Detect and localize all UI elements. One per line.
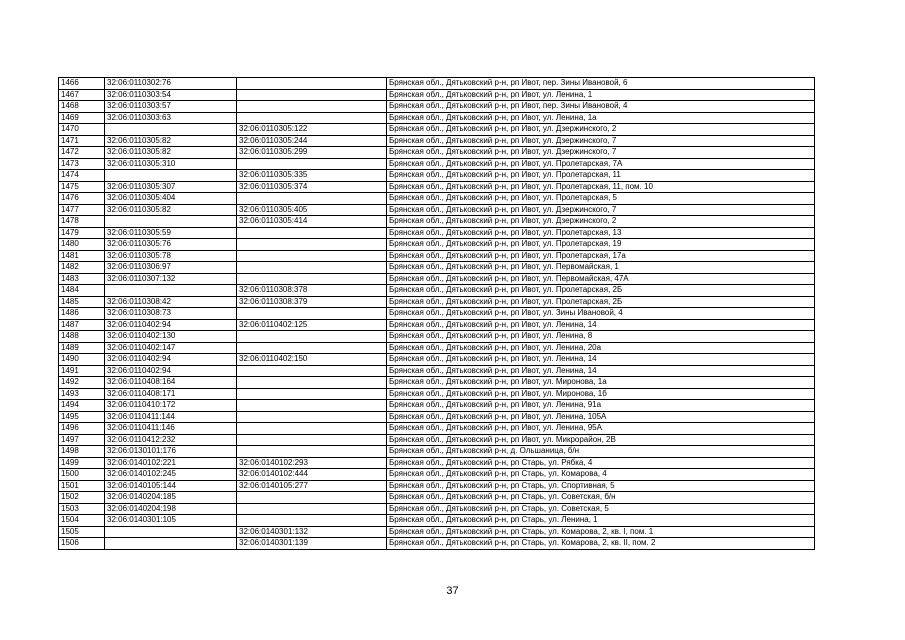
address-cell: Брянская обл., Дятьковский р-н, рп Ивот, ул. Ленина, 95А (387, 423, 815, 435)
object-cadastral-number-cell: 32:06:0140301:132 (237, 526, 387, 538)
object-cadastral-number-cell: 32:06:0110305:122 (237, 124, 387, 136)
object-cadastral-number-cell (237, 308, 387, 320)
table-row (59, 170, 815, 182)
address-cell: Брянская обл., Дятьковский р-н, рп Ивот, ул. Дзержинского, 7 (387, 204, 815, 216)
parcel-cadastral-number-cell: 32:06:0110303:63 (105, 112, 237, 124)
table-row (59, 480, 815, 492)
object-cadastral-number-cell (237, 78, 387, 90)
registry-table-grid (58, 77, 815, 550)
row-number-cell: 1491 (59, 365, 105, 377)
object-cadastral-number-cell (237, 239, 387, 251)
parcel-cadastral-number-cell: 32:06:0110305:59 (105, 227, 237, 239)
parcel-cadastral-number-cell: 32:06:0110305:82 (105, 204, 237, 216)
address-cell: Брянская обл., Дятьковский р-н, рп Ивот, ул. Ленина, 1 (387, 89, 815, 101)
row-number-cell: 1485 (59, 296, 105, 308)
table-row (59, 400, 815, 412)
parcel-cadastral-number-cell: 32:06:0110307:132 (105, 273, 237, 285)
table-row (59, 365, 815, 377)
object-cadastral-number-cell (237, 365, 387, 377)
row-number-cell: 1493 (59, 388, 105, 400)
table-row (59, 377, 815, 389)
row-number-cell: 1501 (59, 480, 105, 492)
table-row (59, 411, 815, 423)
address-cell: Брянская обл., Дятьковский р-н, рп Ивот, ул. Пролетарская, 7А (387, 158, 815, 170)
object-cadastral-number-cell (237, 492, 387, 504)
object-cadastral-number-cell (237, 112, 387, 124)
table-row (59, 147, 815, 159)
object-cadastral-number-cell (237, 423, 387, 435)
table-row (59, 515, 815, 527)
row-number-cell: 1486 (59, 308, 105, 320)
row-number-cell: 1497 (59, 434, 105, 446)
address-cell: Брянская обл., Дятьковский р-н, рп Ивот, ул. Дзержинского, 2 (387, 124, 815, 136)
object-cadastral-number-cell: 32:06:0110305:335 (237, 170, 387, 182)
address-cell: Брянская обл., Дятьковский р-н, рп Старь, ул. Комарова, 4 (387, 469, 815, 481)
row-number-cell: 1472 (59, 147, 105, 159)
row-number-cell: 1474 (59, 170, 105, 182)
table-row (59, 158, 815, 170)
address-cell: Брянская обл., Дятьковский р-н, рп Старь, ул. Советская, б/н (387, 492, 815, 504)
table-row (59, 354, 815, 366)
table-row (59, 457, 815, 469)
object-cadastral-number-cell (237, 331, 387, 343)
parcel-cadastral-number-cell: 32:06:0140102:221 (105, 457, 237, 469)
row-number-cell: 1471 (59, 135, 105, 147)
table-row (59, 78, 815, 90)
table-row (59, 193, 815, 205)
address-cell: Брянская обл., Дятьковский р-н, рп Ивот, ул. Ленина, 14 (387, 319, 815, 331)
parcel-cadastral-number-cell: 32:06:0110402:147 (105, 342, 237, 354)
table-row (59, 227, 815, 239)
page-number: 37 (446, 585, 459, 597)
row-number-cell: 1467 (59, 89, 105, 101)
object-cadastral-number-cell (237, 89, 387, 101)
object-cadastral-number-cell (237, 250, 387, 262)
parcel-cadastral-number-cell: 32:06:0110408:171 (105, 388, 237, 400)
row-number-cell: 1503 (59, 503, 105, 515)
row-number-cell: 1470 (59, 124, 105, 136)
table-row (59, 296, 815, 308)
row-number-cell: 1480 (59, 239, 105, 251)
parcel-cadastral-number-cell: 32:06:0110411:146 (105, 423, 237, 435)
table-row (59, 124, 815, 136)
parcel-cadastral-number-cell: 32:06:0140301:105 (105, 515, 237, 527)
row-number-cell: 1504 (59, 515, 105, 527)
parcel-cadastral-number-cell: 32:06:0110305:310 (105, 158, 237, 170)
row-number-cell: 1502 (59, 492, 105, 504)
object-cadastral-number-cell (237, 434, 387, 446)
row-number-cell: 1483 (59, 273, 105, 285)
row-number-cell: 1488 (59, 331, 105, 343)
parcel-cadastral-number-cell: 32:06:0110305:76 (105, 239, 237, 251)
address-cell: Брянская обл., Дятьковский р-н, рп Ивот, ул. Ленина, 8 (387, 331, 815, 343)
table-row (59, 492, 815, 504)
table-row (59, 181, 815, 193)
address-cell: Брянская обл., Дятьковский р-н, рп Ивот, ул. Первомайская, 47А (387, 273, 815, 285)
parcel-cadastral-number-cell: 32:06:0140204:185 (105, 492, 237, 504)
parcel-cadastral-number-cell: 32:06:0110305:307 (105, 181, 237, 193)
address-cell: Брянская обл., Дятьковский р-н, рп Ивот, ул. Пролетарская, 13 (387, 227, 815, 239)
table-row (59, 469, 815, 481)
parcel-cadastral-number-cell: 32:06:0110402:94 (105, 354, 237, 366)
address-cell: Брянская обл., Дятьковский р-н, рп Ивот, пер. Зины Ивановой, 6 (387, 78, 815, 90)
address-cell: Брянская обл., Дятьковский р-н, рп Ивот, ул. Ленина, 20а (387, 342, 815, 354)
object-cadastral-number-cell: 32:06:0140102:293 (237, 457, 387, 469)
table-row (59, 388, 815, 400)
table-row (59, 423, 815, 435)
object-cadastral-number-cell: 32:06:0110305:414 (237, 216, 387, 228)
row-number-cell: 1479 (59, 227, 105, 239)
object-cadastral-number-cell: 32:06:0140301:139 (237, 538, 387, 550)
parcel-cadastral-number-cell (105, 124, 237, 136)
address-cell: Брянская обл., Дятьковский р-н, рп Ивот, ул. Пролетарская, 5 (387, 193, 815, 205)
table-row (59, 204, 815, 216)
object-cadastral-number-cell: 32:06:0140102:444 (237, 469, 387, 481)
address-cell: Брянская обл., Дятьковский р-н, рп Ивот, ул. Пролетарская, 2Б (387, 285, 815, 297)
table-row (59, 319, 815, 331)
row-number-cell: 1492 (59, 377, 105, 389)
object-cadastral-number-cell (237, 158, 387, 170)
object-cadastral-number-cell (237, 388, 387, 400)
object-cadastral-number-cell (237, 227, 387, 239)
address-cell: Брянская обл., Дятьковский р-н, рп Ивот, ул. Миронова, 1а (387, 377, 815, 389)
table-row (59, 262, 815, 274)
registry-table-body (59, 78, 815, 550)
table-row (59, 135, 815, 147)
address-cell: Брянская обл., Дятьковский р-н, рп Ивот, ул. Зины Ивановой, 4 (387, 308, 815, 320)
parcel-cadastral-number-cell: 32:06:0110303:54 (105, 89, 237, 101)
object-cadastral-number-cell (237, 262, 387, 274)
parcel-cadastral-number-cell: 32:06:0110302:76 (105, 78, 237, 90)
address-cell: Брянская обл., Дятьковский р-н, рп Ивот, ул. Ленина, 14 (387, 365, 815, 377)
parcel-cadastral-number-cell (105, 538, 237, 550)
row-number-cell: 1496 (59, 423, 105, 435)
address-cell: Брянская обл., Дятьковский р-н, рп Старь, ул. Комарова, 2, кв. II, пом. 2 (387, 538, 815, 550)
row-number-cell: 1490 (59, 354, 105, 366)
address-cell: Брянская обл., Дятьковский р-н, рп Ивот, ул. Первомайская, 1 (387, 262, 815, 274)
table-row (59, 101, 815, 113)
object-cadastral-number-cell (237, 446, 387, 458)
address-cell: Брянская обл., Дятьковский р-н, рп Ивот, ул. Ленина, 105А (387, 411, 815, 423)
parcel-cadastral-number-cell (105, 285, 237, 297)
parcel-cadastral-number-cell: 32:06:0110402:130 (105, 331, 237, 343)
address-cell: Брянская обл., Дятьковский р-н, рп Ивот, ул. Дзержинского, 7 (387, 135, 815, 147)
object-cadastral-number-cell (237, 193, 387, 205)
table-row (59, 538, 815, 550)
address-cell: Брянская обл., Дятьковский р-н, рп Ивот, ул. Пролетарская, 11 (387, 170, 815, 182)
address-cell: Брянская обл., Дятьковский р-н, рп Ивот, ул. Пролетарская, 11, пом. 10 (387, 181, 815, 193)
row-number-cell: 1478 (59, 216, 105, 228)
parcel-cadastral-number-cell: 32:06:0140102:245 (105, 469, 237, 481)
parcel-cadastral-number-cell: 32:06:0110412:232 (105, 434, 237, 446)
address-cell: Брянская обл., Дятьковский р-н, рп Ивот, ул. Дзержинского, 7 (387, 147, 815, 159)
parcel-cadastral-number-cell: 32:06:0110402:94 (105, 365, 237, 377)
parcel-cadastral-number-cell: 32:06:0110306:97 (105, 262, 237, 274)
address-cell: Брянская обл., Дятьковский р-н, рп Ивот, ул. Миронова, 1б (387, 388, 815, 400)
table-row (59, 250, 815, 262)
parcel-cadastral-number-cell (105, 526, 237, 538)
table-row (59, 273, 815, 285)
object-cadastral-number-cell (237, 411, 387, 423)
row-number-cell: 1489 (59, 342, 105, 354)
table-row (59, 526, 815, 538)
registry-table (58, 77, 814, 550)
object-cadastral-number-cell (237, 273, 387, 285)
address-cell: Брянская обл., Дятьковский р-н, рп Старь, ул. Советская, 5 (387, 503, 815, 515)
address-cell: Брянская обл., Дятьковский р-н, рп Ивот, ул. Микрорайон, 2В (387, 434, 815, 446)
object-cadastral-number-cell: 32:06:0140105:277 (237, 480, 387, 492)
address-cell: Брянская обл., Дятьковский р-н, рп Ивот, ул. Пролетарская, 19 (387, 239, 815, 251)
address-cell: Брянская обл., Дятьковский р-н, рп Ивот, ул. Ленина, 91а (387, 400, 815, 412)
object-cadastral-number-cell (237, 101, 387, 113)
parcel-cadastral-number-cell (105, 170, 237, 182)
table-row (59, 446, 815, 458)
parcel-cadastral-number-cell: 32:06:0110402:94 (105, 319, 237, 331)
table-row (59, 342, 815, 354)
row-number-cell: 1505 (59, 526, 105, 538)
parcel-cadastral-number-cell (105, 216, 237, 228)
address-cell: Брянская обл., Дятьковский р-н, рп Ивот, ул. Пролетарская, 2Б (387, 296, 815, 308)
table-row (59, 331, 815, 343)
address-cell: Брянская обл., Дятьковский р-н, рп Ивот, пер. Зины Ивановой, 4 (387, 101, 815, 113)
address-cell: Брянская обл., Дятьковский р-н, рп Старь, ул. Комарова, 2, кв. I, пом. 1 (387, 526, 815, 538)
object-cadastral-number-cell (237, 400, 387, 412)
row-number-cell: 1494 (59, 400, 105, 412)
address-cell: Брянская обл., Дятьковский р-н, рп Ивот, ул. Ленина, 1а (387, 112, 815, 124)
row-number-cell: 1468 (59, 101, 105, 113)
address-cell: Брянская обл., Дятьковский р-н, д. Ольшаница, б/н (387, 446, 815, 458)
address-cell: Брянская обл., Дятьковский р-н, рп Старь, ул. Ленина, 1 (387, 515, 815, 527)
row-number-cell: 1484 (59, 285, 105, 297)
table-row (59, 503, 815, 515)
object-cadastral-number-cell: 32:06:0110308:379 (237, 296, 387, 308)
row-number-cell: 1482 (59, 262, 105, 274)
parcel-cadastral-number-cell: 32:06:0140105:144 (105, 480, 237, 492)
parcel-cadastral-number-cell: 32:06:0110308:73 (105, 308, 237, 320)
address-cell: Брянская обл., Дятьковский р-н, рп Ивот, ул. Дзержинского, 2 (387, 216, 815, 228)
row-number-cell: 1475 (59, 181, 105, 193)
address-cell: Брянская обл., Дятьковский р-н, рп Ивот, ул. Пролетарская, 17а (387, 250, 815, 262)
table-row (59, 239, 815, 251)
row-number-cell: 1481 (59, 250, 105, 262)
parcel-cadastral-number-cell: 32:06:0110305:82 (105, 147, 237, 159)
table-row (59, 434, 815, 446)
row-number-cell: 1506 (59, 538, 105, 550)
object-cadastral-number-cell: 32:06:0110305:244 (237, 135, 387, 147)
row-number-cell: 1476 (59, 193, 105, 205)
parcel-cadastral-number-cell: 32:06:0110305:82 (105, 135, 237, 147)
table-row (59, 89, 815, 101)
row-number-cell: 1477 (59, 204, 105, 216)
parcel-cadastral-number-cell: 32:06:0110308:42 (105, 296, 237, 308)
row-number-cell: 1495 (59, 411, 105, 423)
object-cadastral-number-cell: 32:06:0110402:125 (237, 319, 387, 331)
object-cadastral-number-cell (237, 342, 387, 354)
row-number-cell: 1499 (59, 457, 105, 469)
parcel-cadastral-number-cell: 32:06:0110305:404 (105, 193, 237, 205)
parcel-cadastral-number-cell: 32:06:0110303:57 (105, 101, 237, 113)
address-cell: Брянская обл., Дятьковский р-н, рп Старь, ул. Рябка, 4 (387, 457, 815, 469)
row-number-cell: 1473 (59, 158, 105, 170)
object-cadastral-number-cell: 32:06:0110402:150 (237, 354, 387, 366)
object-cadastral-number-cell: 32:06:0110305:405 (237, 204, 387, 216)
object-cadastral-number-cell: 32:06:0110305:374 (237, 181, 387, 193)
address-cell: Брянская обл., Дятьковский р-н, рп Старь, ул. Спортивная, 5 (387, 480, 815, 492)
parcel-cadastral-number-cell: 32:06:0110410:172 (105, 400, 237, 412)
object-cadastral-number-cell: 32:06:0110305:299 (237, 147, 387, 159)
row-number-cell: 1500 (59, 469, 105, 481)
parcel-cadastral-number-cell: 32:06:0110411:144 (105, 411, 237, 423)
table-row (59, 216, 815, 228)
row-number-cell: 1469 (59, 112, 105, 124)
parcel-cadastral-number-cell: 32:06:0130101:176 (105, 446, 237, 458)
object-cadastral-number-cell (237, 515, 387, 527)
object-cadastral-number-cell (237, 377, 387, 389)
row-number-cell: 1466 (59, 78, 105, 90)
address-cell: Брянская обл., Дятьковский р-н, рп Ивот, ул. Ленина, 14 (387, 354, 815, 366)
table-row (59, 285, 815, 297)
object-cadastral-number-cell (237, 503, 387, 515)
parcel-cadastral-number-cell: 32:06:0110305:78 (105, 250, 237, 262)
row-number-cell: 1498 (59, 446, 105, 458)
table-row (59, 308, 815, 320)
row-number-cell: 1487 (59, 319, 105, 331)
object-cadastral-number-cell: 32:06:0110308:378 (237, 285, 387, 297)
parcel-cadastral-number-cell: 32:06:0110408:164 (105, 377, 237, 389)
table-row (59, 112, 815, 124)
parcel-cadastral-number-cell: 32:06:0140204:198 (105, 503, 237, 515)
